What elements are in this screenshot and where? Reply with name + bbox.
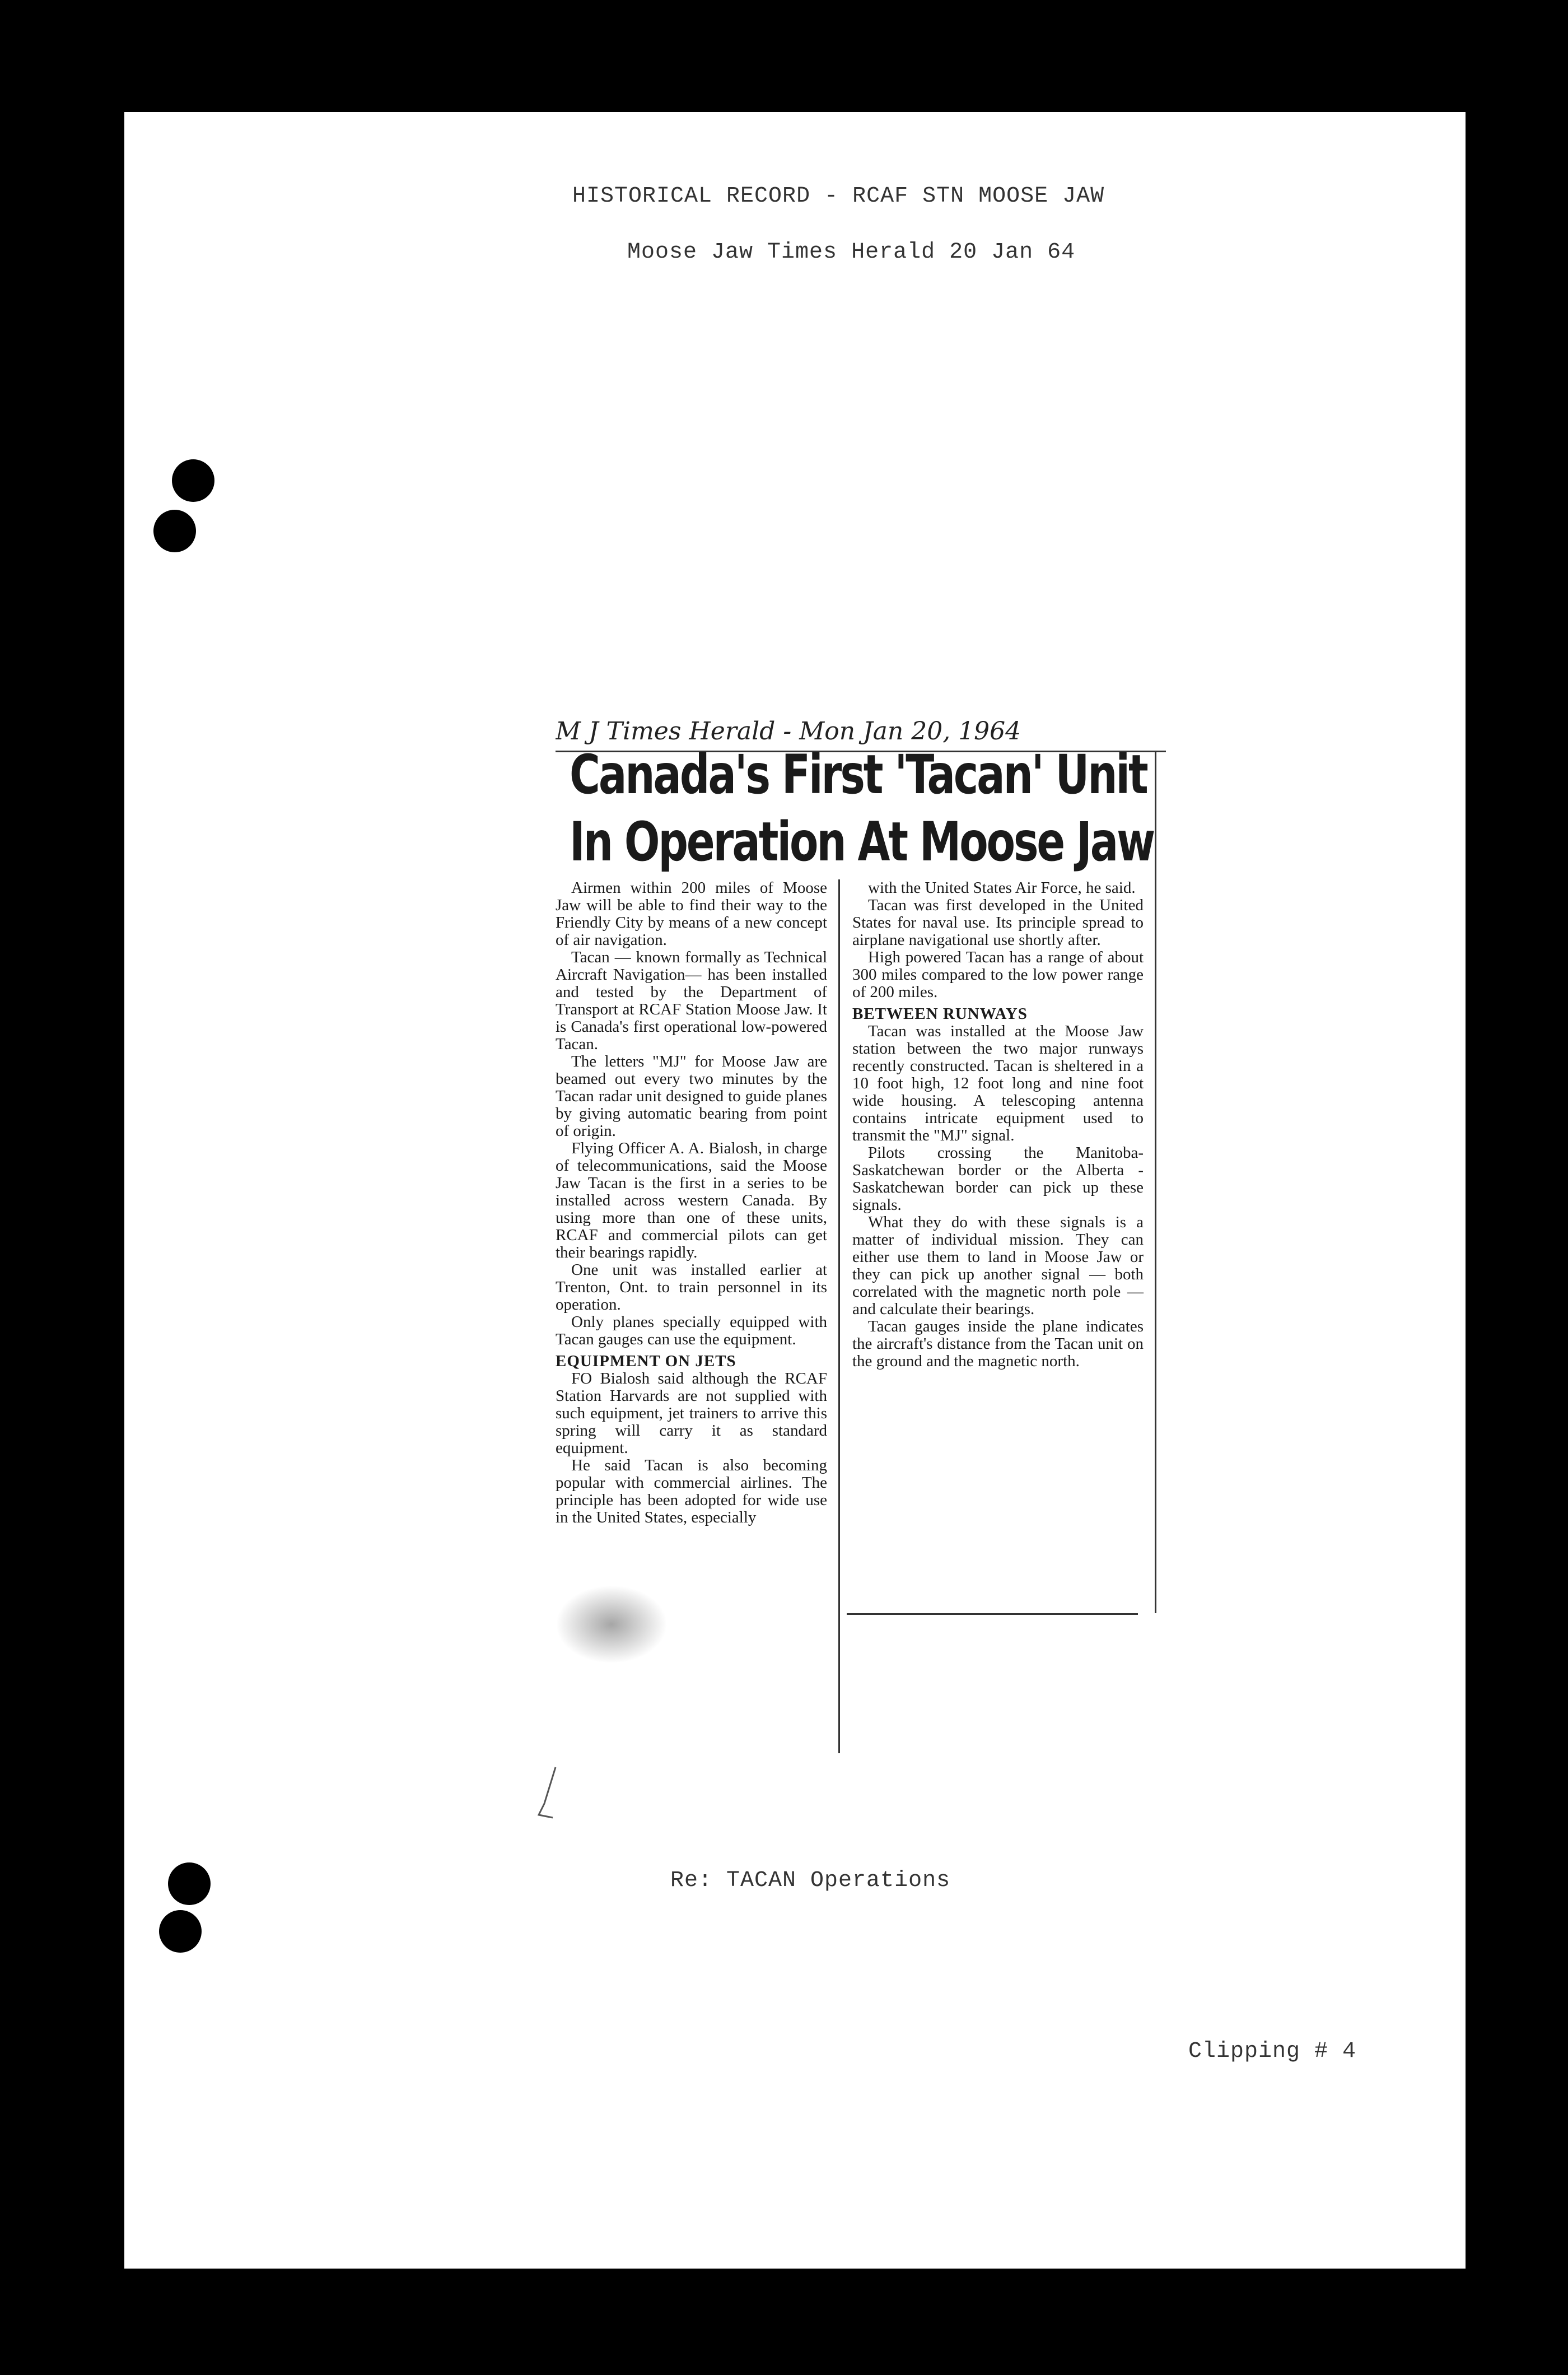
paragraph: Tacan was first developed in the United States for naval use. Its principle spread to airplane navigational use shortly after. — [852, 896, 1144, 949]
newspaper-clipping — [556, 717, 1169, 1759]
paragraph: What they do with these signals is a matter of individual mission. They can either use them to land in Moose Jaw or they can pick up another signal — both correlated with the magnetic north pole — and calculate their bearings. — [852, 1213, 1144, 1318]
paragraph: Tacan — known formally as Technical Aircraft Navigation— has been installed and tested by the Department of Transport at RCAF Station Moose Jaw. It is Canada's first operational low-powered Tacan. — [556, 948, 827, 1053]
binder-hole-3 — [168, 1862, 211, 1905]
paragraph: with the United States Air Force, he said. — [868, 879, 1136, 897]
ink-smudge — [556, 1585, 668, 1664]
article-left-column — [556, 879, 827, 1526]
paragraph: Only planes specially equipped with Tacan gauges can use the equipment. — [556, 1313, 827, 1348]
header-line-1: HISTORICAL RECORD - RCAF STN MOOSE JAW — [572, 184, 1105, 209]
binder-hole-4 — [159, 1910, 202, 1953]
paragraph: One unit was installed earlier at Trenton, Ont. to train personnel in its operation. — [556, 1261, 827, 1314]
paragraph: FO Bialosh said although the RCAF Station Harvards are not supplied with such equipment, jet trainers to arrive this spring will carry it as standard equipment. — [556, 1370, 827, 1457]
paragraph: Tacan gauges inside the plane indicates the aircraft's distance from the Tacan unit on the ground and the magnetic north. — [852, 1317, 1144, 1370]
headline-line-2: In Operation At Moose Jaw — [570, 811, 1154, 873]
paragraph: The letters "MJ" for Moose Jaw are beamed out every two minutes by the Tacan radar unit designed to guide planes by giving automatic bearing from point of origin. — [556, 1053, 827, 1140]
paragraph: High powered Tacan has a range of about 300 miles compared to the low power range of 200 miles. — [852, 948, 1144, 1001]
right-column-end-rule — [847, 1613, 1138, 1615]
subject-line: Re: TACAN Operations — [670, 1868, 951, 1893]
handwritten-note: M J Times Herald - Mon Jan 20, 1964 — [556, 717, 1166, 752]
document-sheet — [124, 112, 1466, 2269]
binder-hole-2 — [153, 510, 196, 552]
header-line-2: Moose Jaw Times Herald 20 Jan 64 — [627, 240, 1076, 265]
paragraph: He said Tacan is also becoming popular with commercial airlines. The principle has been adopted for wide use in the United States, especially — [556, 1456, 827, 1526]
paragraph: Tacan was installed at the Moose Jaw station between the two major runways recently constructed. Tacan is sheltered in a 10 foot high, 12 foot long and nine foot wide housing. A telescoping antenna contains intricate equipment used to transmit the "MJ" signal. — [852, 1022, 1144, 1144]
subhead-equipment: EQUIPMENT ON JETS — [556, 1352, 736, 1370]
paragraph: Airmen within 200 miles of Moose Jaw will be able to find their way to the Friendly City by means of a new concept of air navigation. — [556, 879, 827, 949]
pencil-mark-icon — [533, 1764, 567, 1820]
paragraph: Pilots crossing the Manitoba-Saskatchewan border or the Alberta - Saskatchewan border can pick up these signals. — [852, 1144, 1144, 1214]
clipping-right-edge — [1155, 751, 1156, 1613]
headline-line-1: Canada's First 'Tacan' Unit — [570, 743, 1147, 806]
article-right-column — [852, 879, 1144, 1370]
clipping-number: Clipping # 4 — [1188, 2039, 1357, 2064]
paragraph: Flying Officer A. A. Bialosh, in charge of telecommunications, said the Moose Jaw Tacan is the first in a series to be installed across western Canada. By using more than one of these units, RCAF and commercial pilots can get their bearings rapidly. — [556, 1139, 827, 1261]
binder-hole-1 — [172, 459, 214, 502]
column-divider — [838, 879, 840, 1753]
subhead-runways: BETWEEN RUNWAYS — [852, 1005, 1028, 1023]
